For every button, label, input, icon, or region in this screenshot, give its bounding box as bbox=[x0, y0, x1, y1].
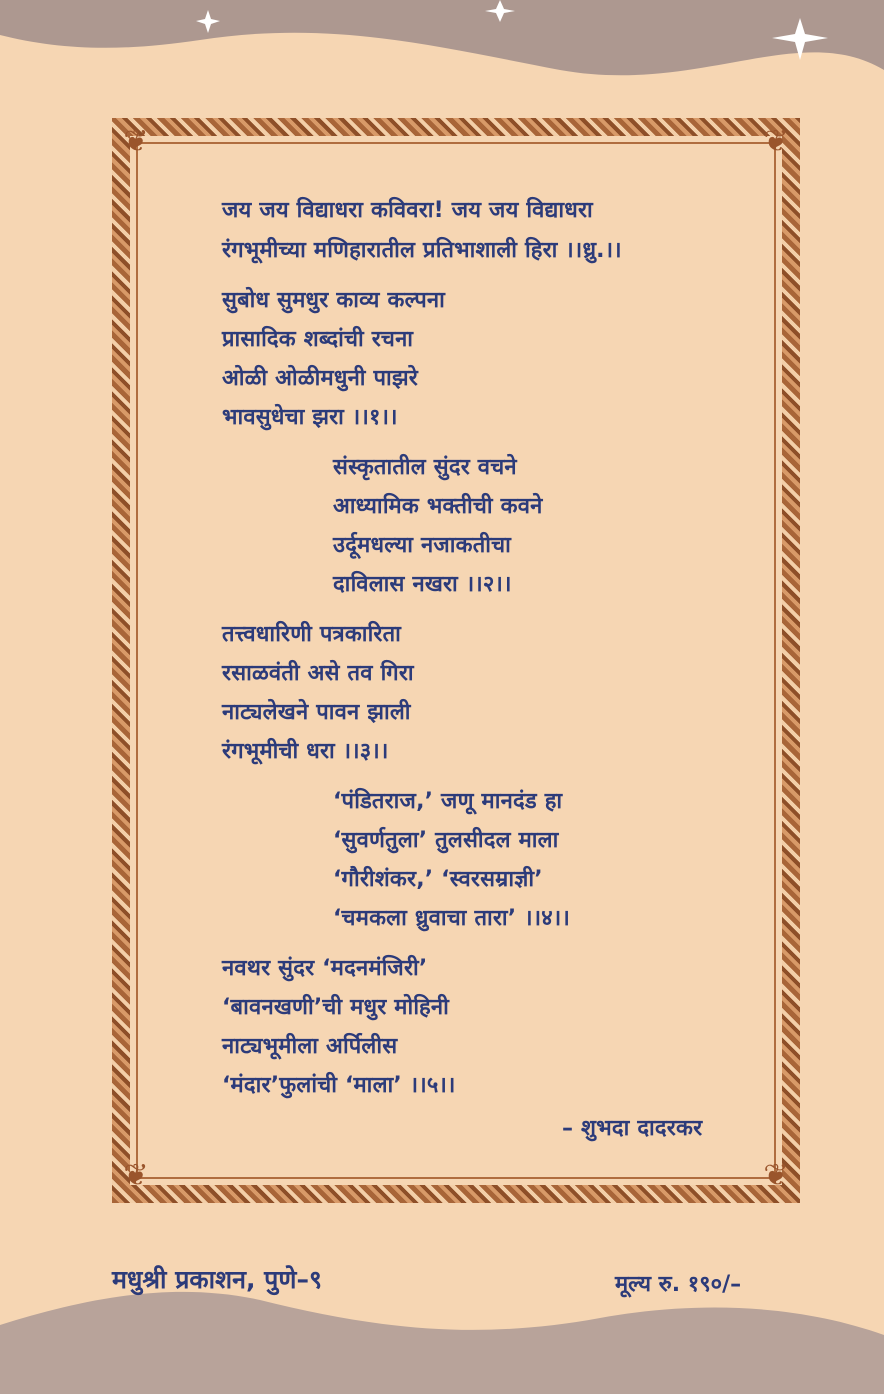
stanza-5-line: नाट्यभूमीला अर्पिलीस bbox=[222, 1034, 398, 1059]
refrain-line: जय जय विद्याधरा कविवरा! जय जय विद्याधरा bbox=[222, 198, 593, 223]
stanza-4-line: ‘सुवर्णतुला’ तुलसीदल माला bbox=[333, 828, 559, 853]
stanza-2-line: उर्दूमधल्या नजाकतीचा bbox=[333, 533, 512, 558]
book-price: मूल्य रु. १९०/– bbox=[615, 1272, 742, 1297]
corner-ornament-icon: ❦ bbox=[763, 124, 789, 159]
corner-ornament-icon: ❦ bbox=[763, 1158, 789, 1193]
stanza-3-line: तत्त्वधारिणी पत्रकारिता bbox=[222, 622, 402, 647]
corner-ornament-icon: ❦ bbox=[123, 1158, 149, 1193]
stanza-1-line: सुबोध सुमधुर काव्य कल्पना bbox=[222, 288, 446, 313]
stanza-2-line: आध्यामिक भक्तीची कवने bbox=[333, 494, 543, 519]
author-signature: – शुभदा दादरकर bbox=[562, 1116, 703, 1141]
stanza-4-line: ‘पंडितराज,’ जणू मानदंड हा bbox=[333, 789, 563, 814]
refrain-line: रंगभूमीच्या मणिहारातील प्रतिभाशाली हिरा ।।ध्रु.।। bbox=[222, 238, 622, 263]
stanza-1-line: प्रासादिक शब्दांची रचना bbox=[222, 327, 414, 352]
stanza-5-line: ‘मंदार’फुलांची ‘माला’ ।।५।। bbox=[222, 1073, 456, 1098]
publisher-name: मधुश्री प्रकाशन, पुणे–९ bbox=[112, 1265, 322, 1294]
stanza-4-line: ‘गौरीशंकर,’ ‘स्वरसम्राज्ञी’ bbox=[333, 867, 543, 892]
stanza-3-line: रसाळवंती असे तव गिरा bbox=[222, 661, 414, 686]
stanza-2-line: संस्कृतातील सुंदर वचने bbox=[333, 455, 517, 480]
stanza-1-line: ओळी ओळीमधुनी पाझरे bbox=[222, 366, 418, 391]
stanza-3-line: नाट्यलेखने पावन झाली bbox=[222, 700, 411, 725]
stanza-1-line: भावसुधेचा झरा ।।१।। bbox=[222, 405, 398, 430]
stanza-5-line: नवथर सुंदर ‘मदनमंजिरी’ bbox=[222, 956, 428, 981]
stanza-4-line: ‘चमकला ध्रुवाचा तारा’ ।।४।। bbox=[333, 906, 570, 931]
corner-ornament-icon: ❦ bbox=[123, 124, 149, 159]
stanza-3-line: रंगभूमीची धरा ।।३।। bbox=[222, 739, 389, 764]
stanza-5-line: ‘बावनखणी’ची मधुर मोहिनी bbox=[222, 995, 450, 1020]
stanza-2-line: दाविलास नखरा ।।२।। bbox=[333, 572, 512, 597]
